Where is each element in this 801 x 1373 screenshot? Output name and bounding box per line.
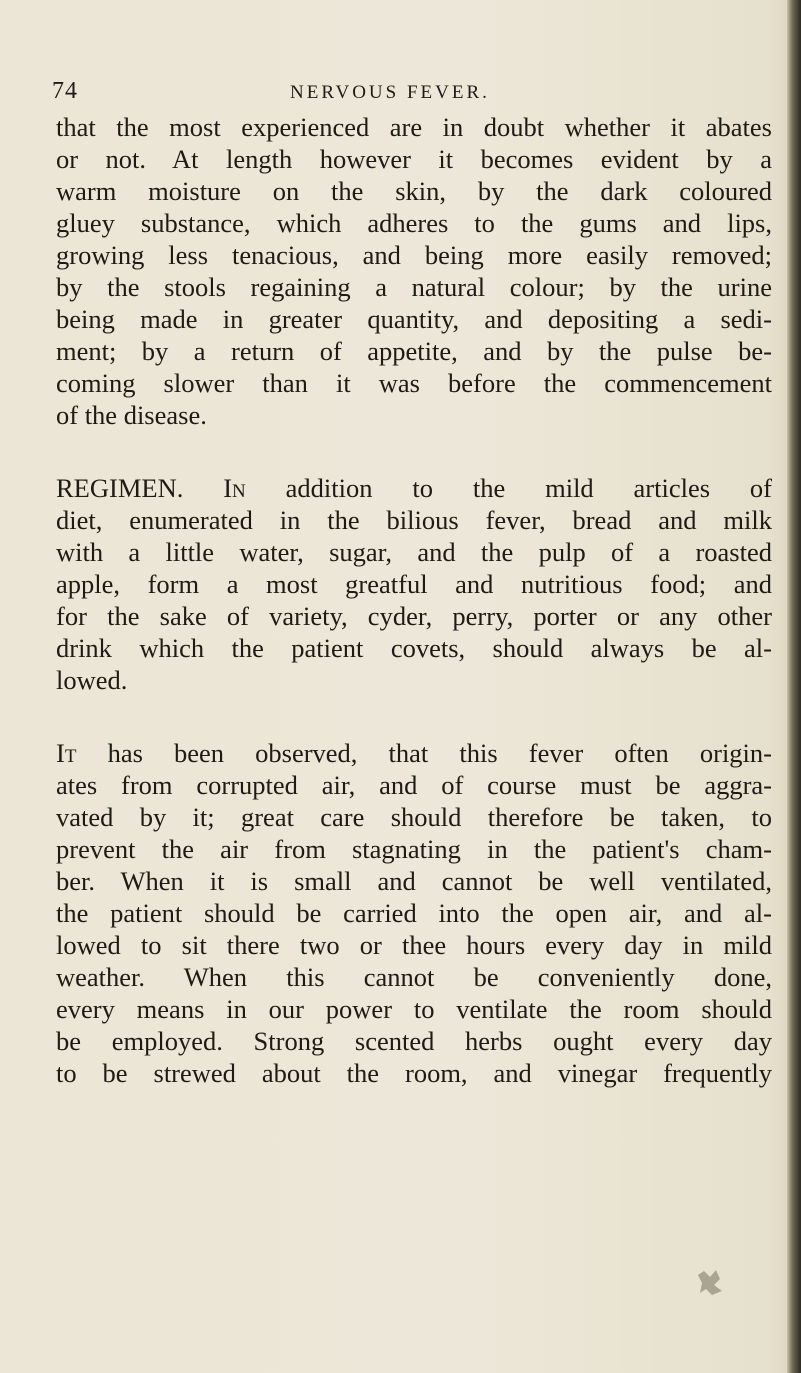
text-line: weather. When this cannot be conveniently done, [56,962,772,992]
text-line: growing less tenacious, and being more easily removed; [56,240,772,270]
text-line: ates from corrupted air, and of course must be aggra- [56,770,772,800]
text-line-first [56,472,772,504]
text-line: coming slower than it was before the commencement [56,368,772,398]
text-line: drink which the patient covets, should always be al- [56,633,772,663]
binding-edge [787,0,801,1373]
running-title: NERVOUS FEVER. [290,82,490,103]
text-line: to be strewed about the room, and vinegar frequently [56,1058,772,1088]
paragraph-regimen [56,472,772,696]
text-line: prevent the air from stagnating in the patient's cham- [56,834,772,864]
lead-word: It [56,738,77,768]
text-line: apple, form a most greatful and nutritious food; and [56,569,772,599]
text-line: every means in our power to ventilate the room should [56,994,772,1024]
text-line: by the stools regaining a natural colour; by the urine [56,272,772,302]
running-head [52,78,752,108]
first-line-rest: has been observed, that this fever often origin- [107,738,772,768]
paragraph-1 [56,111,772,431]
text-line: the patient should be carried into the open air, and al- [56,898,772,928]
text-line: ment; by a return of appetite, and by the pulse be- [56,336,772,366]
lead-word: In [223,473,246,503]
text-line: being made in greater quantity, and depositing a sedi- [56,304,772,334]
text-line: vated by it; great care should therefore be taken, to [56,802,772,832]
text-line: for the sake of variety, cyder, perry, porter or any other [56,601,772,631]
text-line-first [56,737,772,769]
text-line: diet, enumerated in the bilious fever, bread and milk [56,505,772,535]
section-heading: REGIMEN. [56,473,184,503]
ink-smudge [690,1265,740,1305]
text-line: lowed to sit there two or thee hours every day in mild [56,930,772,960]
text-line: that the most experienced are in doubt whether it abates [56,112,772,142]
text-line: of the disease. [56,400,207,430]
paragraph-3 [56,737,772,1089]
first-line-rest: addition to the mild articles of [285,473,773,503]
text-line: be employed. Strong scented herbs ought every day [56,1026,772,1056]
text-line: gluey substance, which adheres to the gums and lips, [56,208,772,238]
body-text [56,111,772,1130]
text-line: ber. When it is small and cannot be well ventilated, [56,866,772,896]
text-line: with a little water, sugar, and the pulp of a roasted [56,537,772,567]
text-line: lowed. [56,665,128,695]
text-line: or not. At length however it becomes evident by a [56,144,772,174]
page-number: 74 [52,78,78,104]
text-line: warm moisture on the skin, by the dark coloured [56,176,772,206]
